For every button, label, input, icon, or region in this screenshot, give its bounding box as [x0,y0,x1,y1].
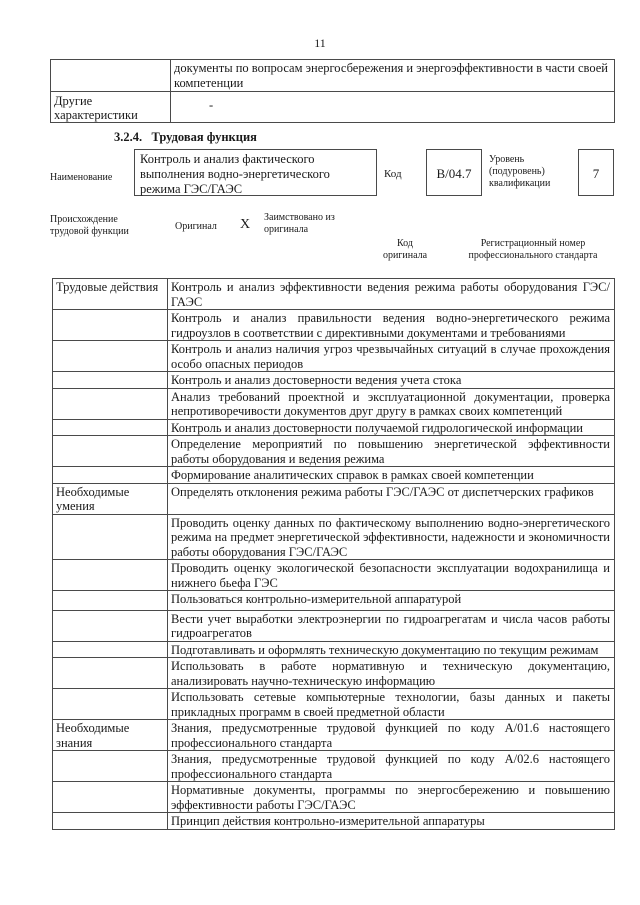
list-item: Знания, предусмотренные трудовой функцией по коду A/02.6 настоящего профессионального стандарта [168,751,615,782]
list-item: Формирование аналитических справок в рамках своей компетенции [168,467,615,484]
section-number: 3.2.4. [114,130,143,144]
list-item: Контроль и анализ наличия угроз чрезвычайных ситуаций в случае прохождения особо опасных периодов [168,341,615,372]
table-row [53,436,615,467]
previous-function-table [50,59,615,123]
table-row [53,813,615,830]
row-text: документы по вопросам энергосбережения и энергоэффективности в части своей компетенции [171,60,615,92]
table-row [53,419,615,436]
table-row [53,560,615,591]
list-item: Анализ требований проектной и эксплуатационной документации, проверка непротиворечивости документов друг другу в рамках своих компетенций [168,388,615,419]
table-row [51,60,615,92]
table-row [53,641,615,658]
code-original-label: Код оригинала [382,238,428,261]
original-label: Оригинал [175,221,217,232]
qualification-level-box: 7 [578,149,614,196]
table-row [53,689,615,720]
section-heading [114,130,257,145]
table-row [53,467,615,484]
table-row [53,514,615,560]
table-row [53,782,615,813]
list-item: Проводить оценку экологической безопасности эксплуатации водохранилища и нижнего бьефа ГЭС [168,560,615,591]
list-item: Нормативные документы, программы по энергосбережению и повышению эффективности работы ГЭС/ГАЭС [168,782,615,813]
table-row [53,372,615,389]
code-label: Код [384,168,402,180]
list-item: Контроль и анализ достоверности получаемой гидрологической информации [168,419,615,436]
name-label: Наименование [50,172,113,183]
borrowed-label: Заимствовано из оригинала [264,212,335,235]
category-label-knowledge: Необходимые знания [53,720,168,751]
table-row [53,720,615,751]
list-item: Проводить оценку данных по фактическому выполнению водно-энергетического режима на предмет энергетической эффективности, надежности и экономичности работы оборудования ГЭС/ГАЭС [168,514,615,560]
table-row [53,591,615,611]
list-item: Использовать в работе нормативную и техническую документацию, анализировать научно-техническую информацию [168,658,615,689]
qualification-level-label: Уровень (подуровень) квалификации [489,154,551,189]
list-item: Определение мероприятий по повышению энергетической эффективности работы оборудования и ведения режима [168,436,615,467]
list-item: Знания, предусмотренные трудовой функцией по коду A/01.6 настоящего профессионального стандарта [168,720,615,751]
other-characteristics-value: - [171,92,615,123]
original-mark: X [240,217,251,232]
empty-cell [51,60,171,92]
table-row [53,610,615,641]
list-item: Использовать сетевые компьютерные технологии, базы данных и пакеты прикладных программ в своей предметной области [168,689,615,720]
other-characteristics-label: Другие характеристики [51,92,171,123]
page-number: 11 [314,36,326,50]
section-title: Трудовая функция [151,130,257,144]
function-code-box: B/04.7 [426,149,482,196]
list-item: Контроль и анализ эффективности ведения режима работы оборудования ГЭС/ГАЭС [168,279,615,310]
function-details-table [52,278,615,830]
list-item: Принцип действия контрольно-измерительной аппаратуры [168,813,615,830]
table-row [53,483,615,514]
list-item: Подготавливать и оформлять техническую документацию по текущим режимам [168,641,615,658]
table-row [53,751,615,782]
table-row [53,658,615,689]
table-row [53,310,615,341]
list-item: Контроль и анализ правильности ведения водно-энергетического режима гидроузлов в соответствии с директивными документами и требованиями [168,310,615,341]
table-row [51,92,615,123]
table-row [53,341,615,372]
list-item: Вести учет выработки электроэнергии по гидроагрегатам и числа часов работы гидроагрегатов [168,610,615,641]
category-label-skills: Необходимые умения [53,483,168,514]
function-name-box: Контроль и анализ фактического выполнения водно-энергетического режима ГЭС/ГАЭС [134,149,377,196]
table-row [53,279,615,310]
table-row [53,388,615,419]
list-item: Пользоваться контрольно-измерительной аппаратурой [168,591,615,611]
category-label-actions: Трудовые действия [53,279,168,310]
reg-number-label: Регистрационный номер профессионального стандарта [468,238,598,261]
origin-label: Происхождение трудовой функции [50,214,129,237]
list-item: Определять отклонения режима работы ГЭС/ГАЭС от диспетчерских графиков [168,483,615,514]
list-item: Контроль и анализ достоверности ведения учета стока [168,372,615,389]
